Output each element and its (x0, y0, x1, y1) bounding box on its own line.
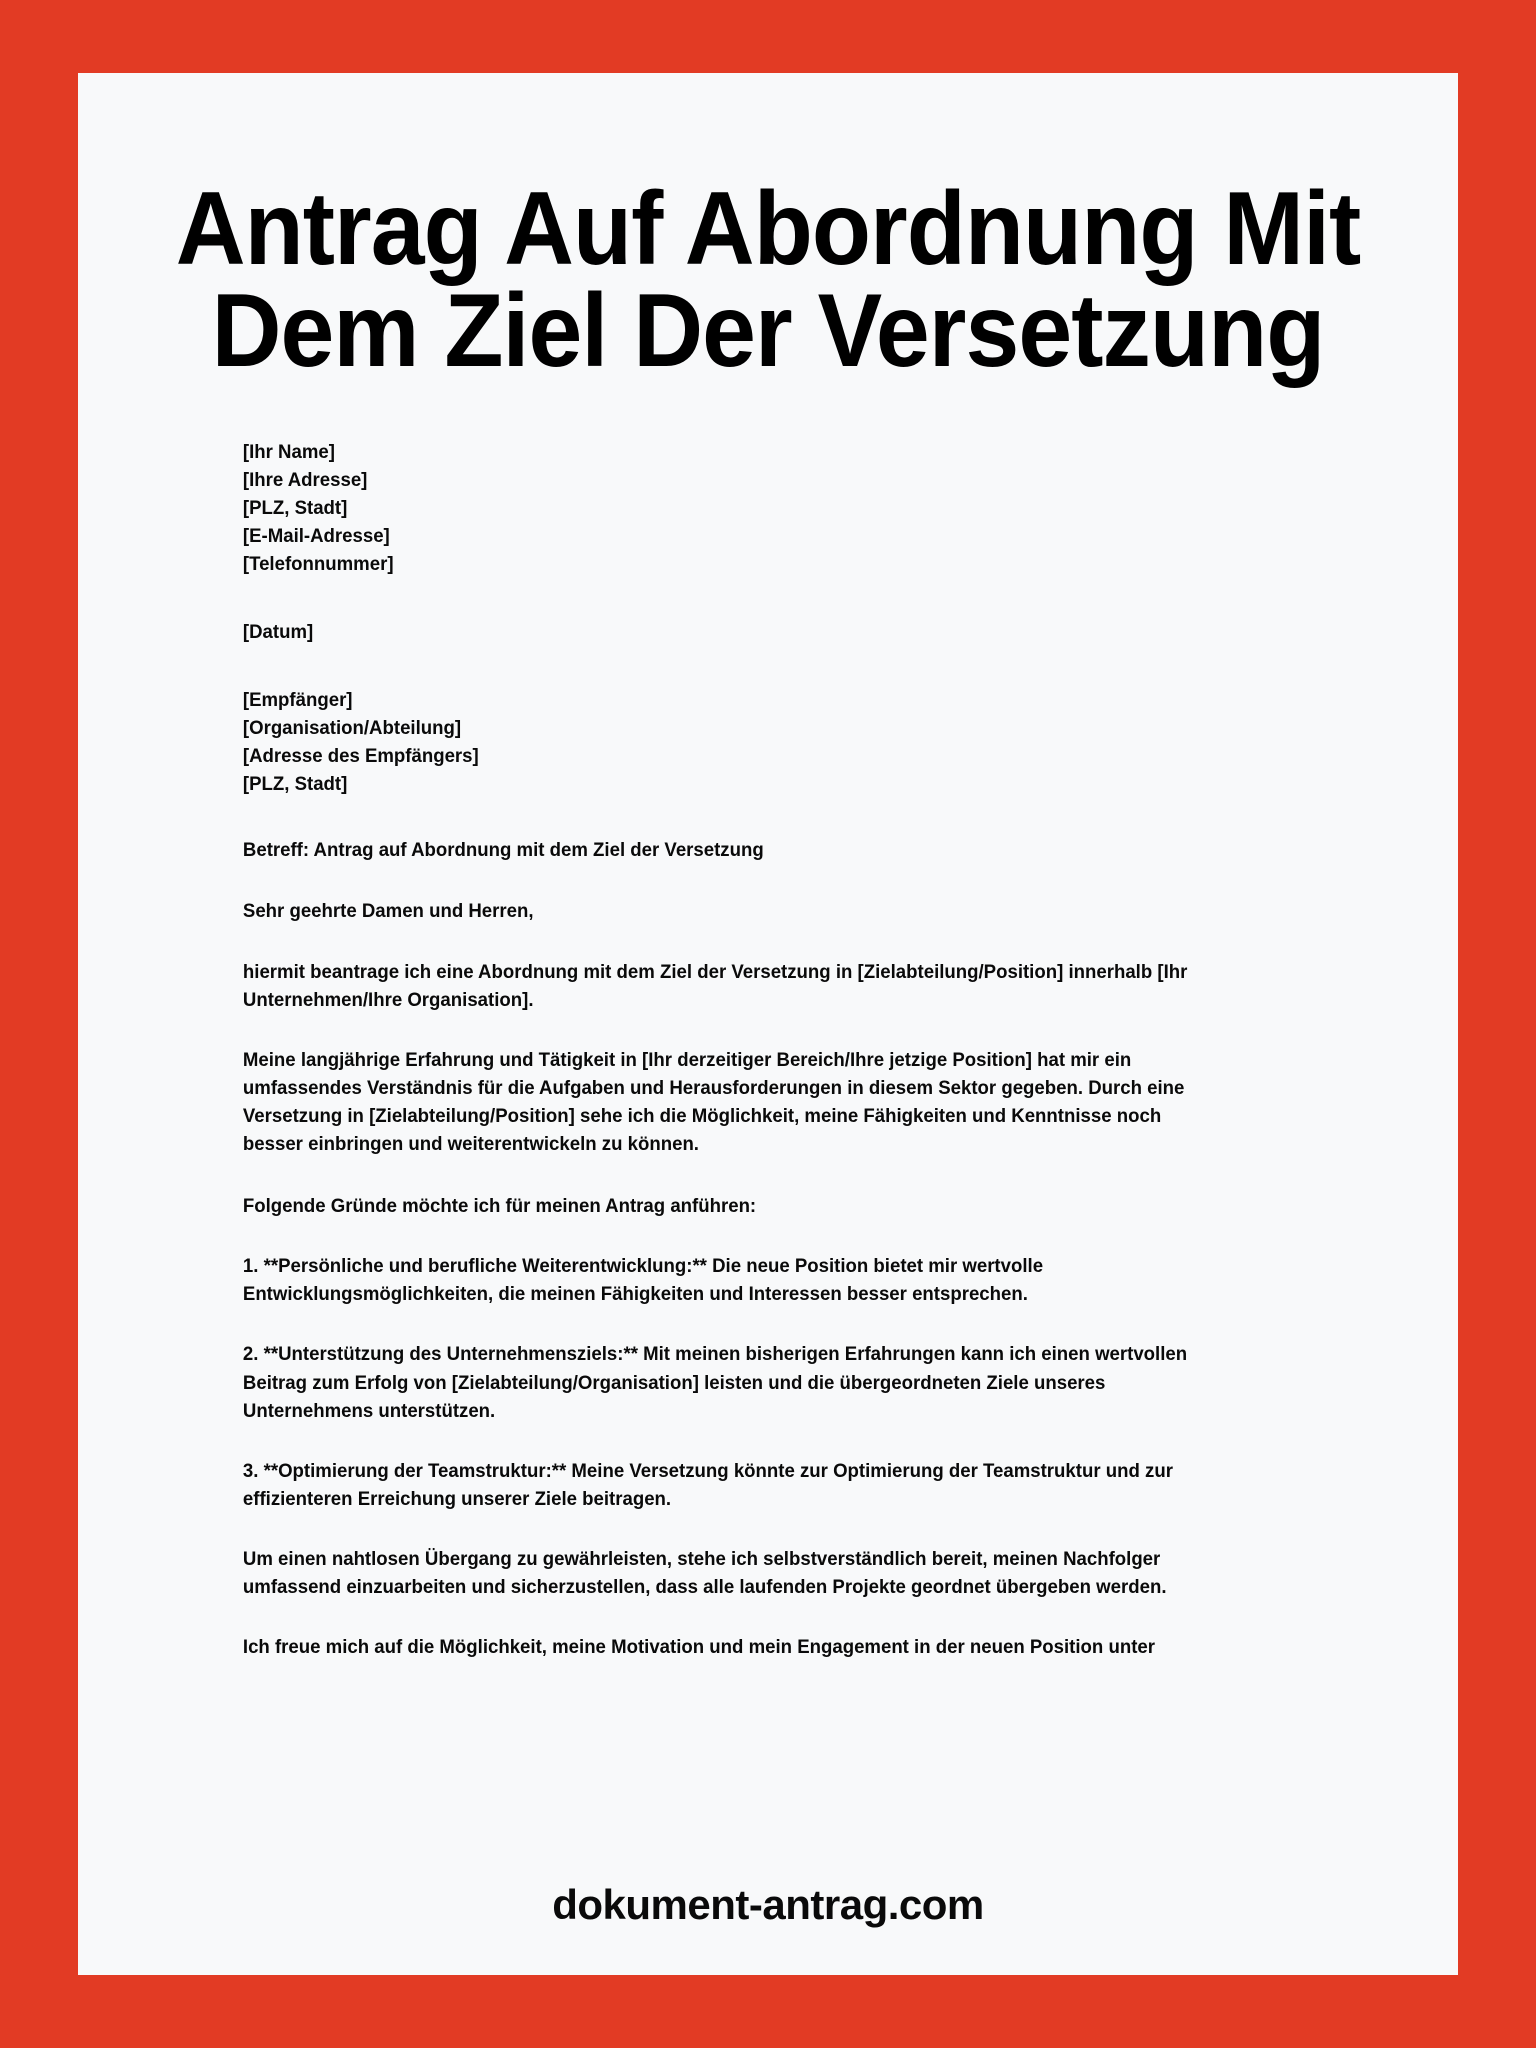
sender-line: [E-Mail-Adresse] (242, 525, 390, 547)
sender-line: [Ihre Adresse] (242, 469, 368, 491)
recipient-line: [Organisation/Abteilung] (242, 718, 462, 740)
body-paragraph: Meine langjährige Erfahrung und Tätigkeit in [Ihr derzeitiger Bereich/Ihre jetzige Position] hat mir ein umfassendes Verständnis für die Aufgaben und Herausforderungen in diesem Sektor gegeben. Durch eine Versetzung in [Zielabteilung/Position] sehe ich die Möglichkeit, meine Fähigkeiten und Kenntnisse noch besser einbringen und weiterentwickeln zu können. (242, 1050, 1185, 1156)
document-page (78, 73, 1458, 1975)
reason-item-2: 2. **Unterstützung des Unternehmensziels:** Mit meinen bisherigen Erfahrungen kann ich einen wertvollen Beitrag zum Erfolg von [Zielabteilung/Organisation] leisten und die übergeordneten Ziele unseres Unternehmens unterstützen. (242, 1344, 1188, 1422)
letter-body (78, 439, 1417, 1662)
recipient-line: [Empfänger] (242, 690, 353, 711)
reason-item-3: 3. **Optimierung der Teamstruktur:** Meine Versetzung könnte zur Optimierung der Teamstruktur und zur effizienteren Erreichung unserer Ziele beitragen. (242, 1460, 1173, 1510)
date-block (243, 619, 1276, 647)
salutation: Sehr geehrte Damen und Herren, (242, 901, 534, 923)
reason-item-1: 1. **Persönliche und berufliche Weiterentwicklung:** Die neue Position bietet mir wertvolle Entwicklungsmöglichkeiten, die meinen Fähigkeiten und Interessen besser entsprechen. (242, 1256, 1044, 1306)
site-watermark: dokument-antrag.com (552, 1881, 984, 1928)
page-title: Antrag Auf Abordnung Mit Dem Ziel Der Versetzung (175, 171, 1361, 389)
reasons-intro: Folgende Gründe möchte ich für meinen Antrag anführen: (242, 1196, 757, 1218)
sender-address-block (243, 439, 1276, 579)
sender-line: [Ihr Name] (242, 441, 335, 463)
body-paragraph: hiermit beantrage ich eine Abordnung mit dem Ziel der Versetzung in [Zielabteilung/Position] innerhalb [Ihr Unternehmen/Ihre Organisation]. (242, 962, 1188, 1012)
recipient-line: [Adresse des Empfängers] (242, 746, 479, 768)
subject-line: Betreff: Antrag auf Abordnung mit dem Ziel der Versetzung (242, 840, 764, 862)
sender-line: [PLZ, Stadt] (242, 497, 348, 519)
recipient-line: [PLZ, Stadt] (242, 774, 348, 796)
sender-line: [Telefonnummer] (242, 553, 394, 575)
body-paragraph-truncated: Ich freue mich auf die Möglichkeit, meine Motivation und mein Engagement in der neuen Position unter (242, 1636, 1156, 1658)
body-paragraph: Um einen nahtlosen Übergang zu gewährleisten, stehe ich selbstverständlich bereit, meinen Nachfolger umfassend einzuarbeiten und sicherzustellen, dass alle laufenden Projekte geordnet übergeben werden. (242, 1548, 1167, 1598)
recipient-address-block (243, 687, 1276, 799)
date-line: [Datum] (242, 621, 314, 643)
